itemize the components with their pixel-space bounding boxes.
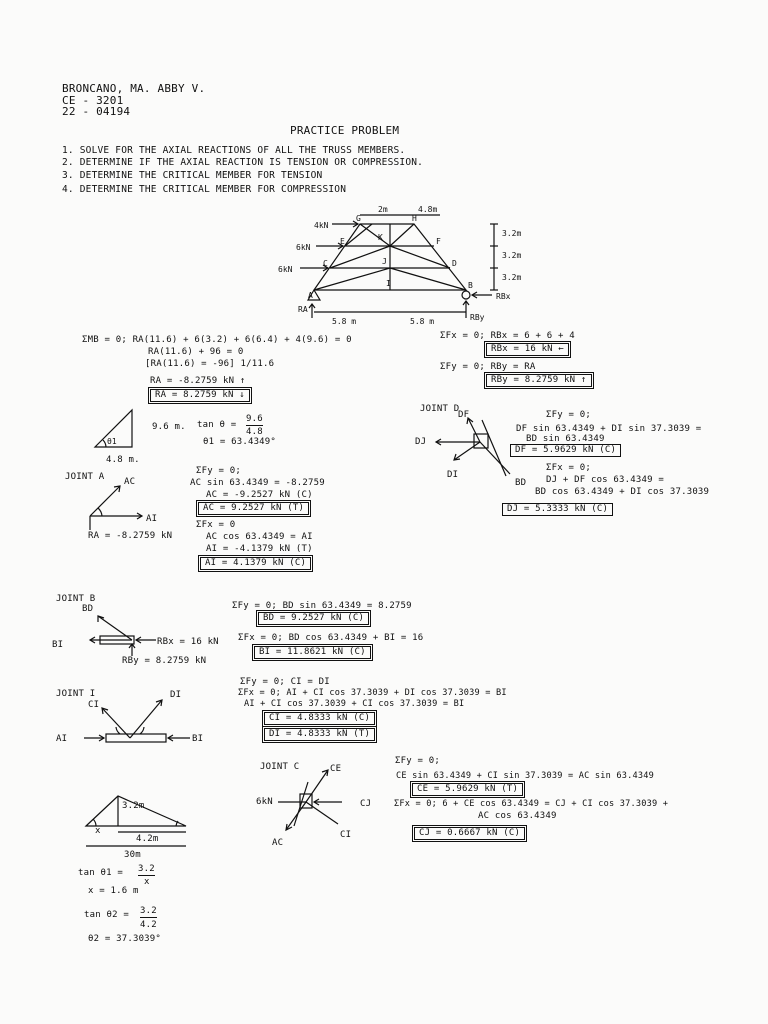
theta2-height: 3.2m [122, 801, 145, 811]
theta2-segment: 4.2m [136, 834, 159, 844]
joint-d-eq1: DF sin 63.4349 + DI sin 37.3039 = [516, 424, 702, 434]
tan-theta2-label: tan θ2 = [84, 910, 129, 920]
load-6kn-upper: 6kN [296, 243, 311, 252]
tan-theta1-label: tan θ1 = [78, 868, 123, 878]
instruction-4: 4. DETERMINE THE CRITICAL MEMBER FOR COMPRESSION [62, 184, 347, 195]
theta2-base: 30m [124, 850, 141, 860]
ai-result: AI = 4.1379 kN (C) [198, 555, 313, 572]
joint-c-label: JOINT C [260, 762, 300, 772]
joint-d-bd: BD [515, 478, 527, 488]
tan-theta2-denominator: 4.2 [140, 920, 157, 930]
joint-b-rbx: RBx = 16 kN [157, 637, 219, 647]
tan-theta2-numerator: 3.2 [140, 906, 157, 916]
dim-top-1: 2m [378, 205, 388, 214]
ci-result: CI = 4.8333 kN (C) [262, 710, 377, 727]
joint-d-eq3: DJ + DF cos 63.4349 = [546, 475, 664, 485]
joint-c-load: 6kN [256, 797, 273, 807]
student-number: 22 - 04194 [62, 105, 131, 118]
joint-c-eq1: CE sin 63.4349 + CI sin 37.3039 = AC sin 63.4349 [396, 771, 654, 781]
page-title: PRACTICE PROBLEM [290, 124, 400, 137]
joint-i-ai: AI [56, 734, 68, 744]
instruction-1: 1. SOLVE FOR THE AXIAL REACTIONS OF ALL THE TRUSS MEMBERS. [62, 145, 406, 156]
tan-theta1-denominator: x [144, 877, 150, 887]
joint-b-bd: BD [82, 604, 94, 614]
joint-d-eq2: BD sin 63.4349 [526, 434, 605, 444]
triangle-vertical-side: 9.6 m. [152, 422, 186, 432]
joint-d-fy: ΣFy = 0; [546, 410, 591, 420]
joint-a-ra: RA = -8.2759 kN [88, 531, 173, 541]
dim-height-2: 3.2m [502, 251, 522, 260]
joint-a-fx: ΣFx = 0 [196, 520, 236, 530]
theta2-x: x [95, 826, 101, 836]
instruction-2: 2. DETERMINE IF THE AXIAL REACTION IS TENSION OR COMPRESSION. [62, 157, 424, 168]
joint-d-label: JOINT D [420, 404, 460, 414]
joint-a-fy: ΣFy = 0; [196, 466, 241, 476]
joint-b-fy: ΣFy = 0; BD sin 63.4349 = 8.2759 [232, 601, 412, 611]
tan-theta-label: tan θ = [197, 420, 237, 430]
reaction-rby-label: RBy [470, 313, 485, 322]
joint-d-df: DF [458, 410, 470, 420]
joint-a-eq4: AI = -4.1379 kN (T) [206, 544, 313, 554]
moment-equation: ΣMB = 0; RA(11.6) + 6(3.2) + 6(6.4) + 4(9.6) = 0 [82, 335, 352, 345]
moment-step-4: RA = -8.2759 kN ↑ [150, 376, 246, 386]
tan-numerator: 9.6 [246, 414, 263, 424]
ac-result: AC = 9.2527 kN (T) [196, 500, 311, 517]
joint-i-eq2: AI + CI cos 37.3039 + CI cos 37.3039 = BI [244, 699, 465, 709]
joint-b-fx: ΣFx = 0; BD cos 63.4349 + BI = 16 [238, 633, 424, 643]
joint-i-fx: ΣFx = 0; AI + CI cos 37.3039 + DI cos 37.3039 = BI [238, 688, 507, 698]
joint-d-fx: ΣFx = 0; [546, 463, 591, 473]
truss-diagram [270, 200, 530, 330]
node-i: I [386, 279, 391, 288]
node-h: H [412, 214, 417, 223]
node-a: A [308, 291, 313, 300]
node-j: J [382, 257, 387, 266]
joint-a-fbd [80, 476, 160, 536]
tan-denominator: 4.8 [246, 427, 263, 437]
moment-step-3: [RA(11.6) = -96] 1/11.6 [145, 359, 275, 369]
dim-height-3: 3.2m [502, 273, 522, 282]
dim-height-1: 3.2m [502, 229, 522, 238]
x-result: x = 1.6 m [88, 886, 139, 896]
load-4kn: 4kN [314, 221, 329, 230]
node-b: B [468, 281, 473, 290]
joint-i-ci: CI [88, 700, 100, 710]
joint-c-ci: CI [340, 830, 352, 840]
joint-i-label: JOINT I [56, 689, 96, 699]
load-6kn-lower: 6kN [278, 265, 293, 274]
student-name: BRONCANO, MA. ABBY V. [62, 82, 206, 95]
joint-c-eq2: AC cos 63.4349 [478, 811, 557, 821]
moment-step-2: RA(11.6) + 96 = 0 [148, 347, 244, 357]
node-k: K [378, 233, 383, 242]
theta1-label: θ1 [107, 437, 117, 446]
joint-i-fbd [80, 686, 200, 756]
section-code: CE - 3201 [62, 94, 124, 107]
joint-i-di: DI [170, 690, 182, 700]
node-d: D [452, 259, 457, 268]
reaction-rbx-label: RBx [496, 292, 511, 301]
di-result: DI = 4.8333 kN (T) [262, 726, 377, 743]
joint-a-eq3: AC cos 63.4349 = AI [206, 532, 313, 542]
reaction-ra-label: RA [298, 305, 308, 314]
node-c: C [323, 259, 328, 268]
node-f: F [436, 237, 441, 246]
joint-c-cj: CJ [360, 799, 372, 809]
joint-a-ac: AC [124, 477, 136, 487]
joint-c-ac: AC [272, 838, 284, 848]
joint-b-rby: RBy = 8.2759 kN [122, 656, 207, 666]
joint-d-dj: DJ [415, 437, 427, 447]
fy-equation: ΣFy = 0; RBy = RA [440, 362, 536, 372]
rby-result: RBy = 8.2759 kN ↑ [484, 372, 594, 389]
joint-c-fx: ΣFx = 0; 6 + CE cos 63.4349 = CJ + CI cos 37.3039 + [394, 799, 669, 809]
joint-b-fbd [60, 606, 170, 661]
joint-c-fy: ΣFy = 0; [395, 756, 440, 766]
joint-i-fy: ΣFy = 0; CI = DI [240, 677, 330, 687]
joint-a-eq2: AC = -9.2527 kN (C) [206, 490, 313, 500]
df-result: DF = 5.9629 kN (C) [510, 444, 621, 457]
node-e: E [340, 237, 345, 246]
instruction-3: 3. DETERMINE THE CRITICAL MEMBER FOR TENSION [62, 170, 323, 181]
joint-i-bi: BI [192, 734, 204, 744]
dim-top-2: 4.8m [418, 205, 438, 214]
bd-result: BD = 9.2527 kN (C) [256, 610, 371, 627]
ra-result: RA = 8.2759 kN ↓ [148, 387, 252, 404]
dj-result: DJ = 5.3333 kN (C) [502, 503, 613, 516]
angle-triangle [90, 405, 150, 455]
joint-c-ce: CE [330, 764, 342, 774]
cj-result: CJ = 0.6667 kN (C) [412, 825, 527, 842]
joint-a-eq1: AC sin 63.4349 = -8.2759 [190, 478, 325, 488]
triangle-horizontal-side: 4.8 m. [106, 455, 140, 465]
joint-b-bi: BI [52, 640, 64, 650]
joint-d-di: DI [447, 470, 459, 480]
joint-d-eq4: BD cos 63.4349 + DI cos 37.3039 [535, 487, 710, 497]
ce-result: CE = 5.9629 kN (T) [410, 781, 525, 798]
tan-theta1-numerator: 3.2 [138, 864, 155, 874]
rbx-result: RBx = 16 kN ← [484, 341, 571, 358]
fx-equation: ΣFx = 0; RBx = 6 + 6 + 4 [440, 331, 575, 341]
joint-b-label: JOINT B [56, 594, 96, 604]
bi-result: BI = 11.8621 kN (C) [252, 644, 373, 661]
joint-a-ai: AI [146, 514, 158, 524]
dim-bottom-2: 5.8 m [410, 317, 435, 326]
dim-bottom-1: 5.8 m [332, 317, 357, 326]
joint-a-label: JOINT A [65, 472, 105, 482]
theta2-result: θ2 = 37.3039° [88, 934, 162, 944]
theta1-result: θ1 = 63.4349° [203, 437, 277, 447]
node-g: G [356, 214, 361, 223]
